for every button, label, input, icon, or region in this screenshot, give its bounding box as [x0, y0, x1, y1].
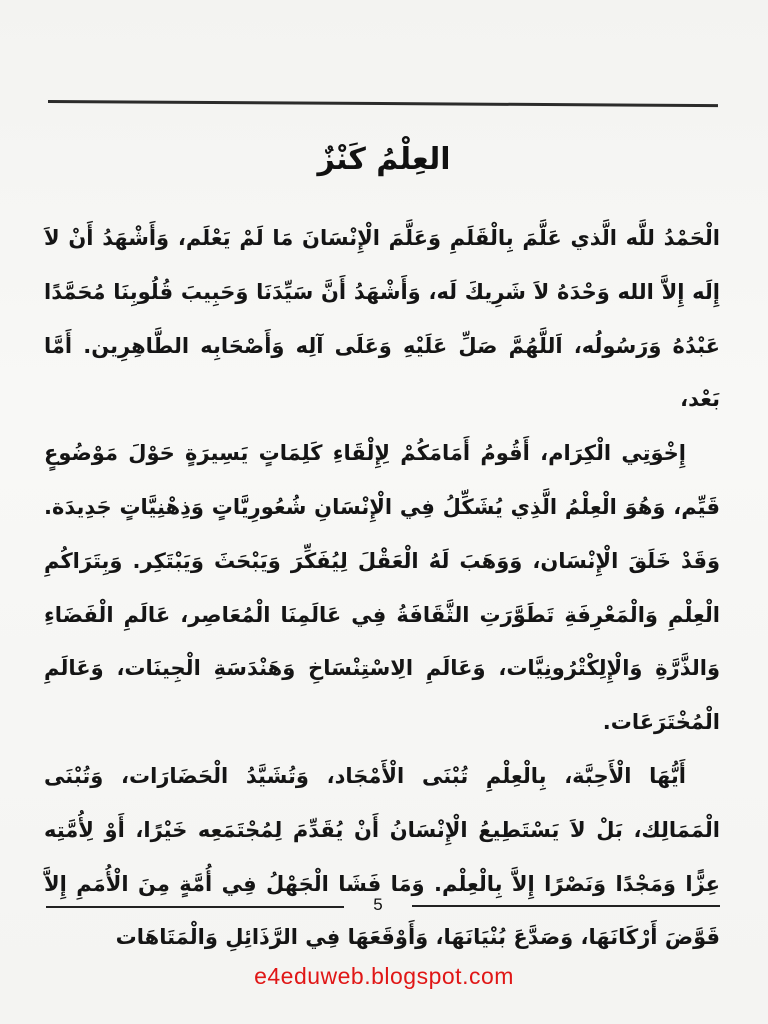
page-footer: [46, 895, 720, 915]
paragraph-2: إِخْوَتِي الْكِرَام، أَقُومُ أَمَامَكُمْ لِإِلْقَاءِ كَلِمَاتٍ يَسِيرَةٍ حَوْلَ مَوْضُوعٍ قَيِّم، وَهُوَ الْعِلْمُ الَّذِي يُشَكِّلُ فِي الْإِنْسَانِ شُعُورِيَّاتٍ وَذِهْنِيَّاتٍ جَدِيدَة. وَقَدْ خَلَقَ الْإِنْسَان، وَوَهَبَ لَهُ الْعَقْلَ لِيُفَكِّرَ وَيَبْحَثَ وَيَبْتَكِر. وَبِتَرَاكُمِ الْعِلْمِ وَالْمَعْرِفَةِ تَطَوَّرَتِ الثَّقَافَةُ فِي عَالَمِنَا الْمُعَاصِر، عَالَمِ الْفَضَاءِ وَالذَّرَّةِ وَالْإِلِكْتْرُونِيَّات، وَعَالَمِ الِاسْتِنْسَاخِ وَهَنْدَسَةِ الْجِينَات، وَعَالَمِ الْمُخْتَرَعَات.: [44, 441, 720, 735]
page-title: العِلْمُ كَنْزٌ: [317, 142, 451, 177]
footer-divider-left: [46, 906, 344, 908]
page-number: 5: [373, 895, 383, 914]
watermark-url: e4eduweb.blogspot.com: [254, 963, 514, 989]
paragraph-3: أَيُّهَا الْأَحِبَّة، بِالْعِلْمِ تُبْنَى الْأَمْجَاد، وَتُشَيَّدُ الْحَضَارَات، وَتُبْنَى الْمَمَالِك، بَلْ لاَ يَسْتَطِيعُ الْإِنْسَانُ أَنْ يُقَدِّمَ لِمُجْتَمَعِه خَيْرًا، أَوْ لِأُمَّتِه عِزًّا وَمَجْدًا وَنَصْرًا إِلاَّ بِالْعِلْم. وَمَا فَشَا الْجَهْلُ فِي أُمَّةٍ مِنَ الْأُمَمِ إِلاَّ قَوَّضَ أَرْكَانَهَا، وَصَدَّعَ بُنْيَانَهَا، وَأَوْقَعَهَا فِي الرَّذَائِلِ وَالْمَتَاهَات: [44, 763, 720, 950]
footer-divider-right: [412, 905, 720, 907]
top-divider: [48, 100, 718, 107]
body-text: [44, 212, 720, 965]
paragraph-1: الْحَمْدُ للَّه الَّذي عَلَّمَ بِالْقَلَمِ وَعَلَّمَ الْإِنْسَانَ مَا لَمْ يَعْلَم، وَأَشْهَدُ أَنْ لاَ إِلَه إِلاَّ الله وَحْدَهُ لاَ شَرِيكَ لَه، وَأَشْهَدُ أَنَّ سَيِّدَنَا وَحَبِيبَ قُلُوبِنَا مُحَمَّدًا عَبْدُهُ وَرَسُولُه، اَللَّهُمَّ صَلِّ عَلَيْهِ وَعَلَى آلِه وَأَصْحَابِه الطَّاهِرِين. أَمَّا بَعْد،: [44, 226, 720, 412]
